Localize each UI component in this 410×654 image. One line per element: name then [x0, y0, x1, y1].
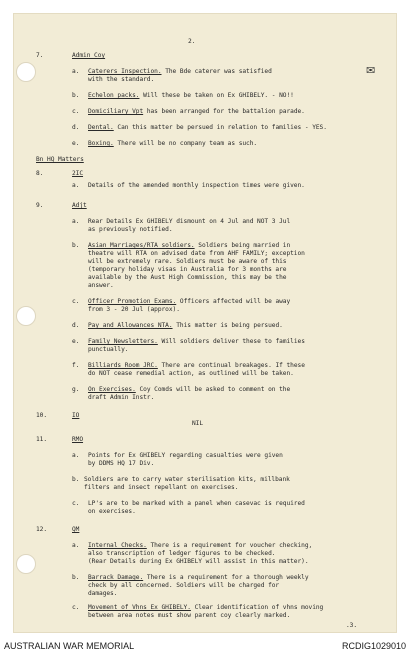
item-letter: a.	[72, 68, 80, 75]
item-text: draft Admin Instr.	[88, 394, 155, 401]
next-page-marker: .3.	[346, 622, 358, 629]
item-letter: d.	[72, 322, 80, 329]
punch-hole	[16, 62, 36, 82]
item-text: check by all concerned. Soldiers will be charged for	[88, 582, 280, 589]
item-text: Points for Ex GHIBELY regarding casualties were given	[88, 452, 283, 459]
item-text: Officer Promotion Exams. Officers affected will be away	[88, 298, 291, 305]
punch-hole	[16, 554, 36, 574]
item-text: punctually.	[88, 346, 129, 353]
item-text: theatre will RTA on advised date from AHF FAMILY; exception	[88, 250, 305, 257]
item-text: as previously notified.	[88, 226, 173, 233]
item-text: Soldiers are to carry water sterilisation kits, millbank	[84, 476, 290, 483]
item-text: Caterers Inspection. The Bde caterer was satisfied	[88, 68, 272, 75]
section-heading: 2IC	[72, 170, 84, 177]
item-text: Boxing. There will be no company team as such.	[88, 140, 258, 147]
item-text: by DDMS HQ 17 Div.	[88, 460, 155, 467]
item-text: also transcription of ledger figures to be checked.	[88, 550, 276, 557]
item-text: damages.	[88, 590, 118, 597]
section-number: 8.	[36, 170, 44, 177]
section-heading: Adjt	[72, 202, 87, 209]
archive-footer	[0, 638, 410, 654]
item-letter: b.	[72, 476, 80, 483]
section-heading: QM	[72, 526, 80, 533]
section-number: 7.	[36, 52, 44, 59]
item-text: answer.	[88, 282, 114, 289]
item-text: Family Newsletters. Will soldiers deliver these to families	[88, 338, 305, 345]
item-text: Movement of Vhns Ex GHIBELY. Clear identification of vhns moving	[88, 604, 324, 611]
item-text: with the standard.	[88, 76, 155, 83]
item-text: Billiards Room JRC. There are continual breakages. If these	[88, 362, 305, 369]
item-text: filters and insect repellant on exercises.	[84, 484, 239, 491]
item-letter: f.	[72, 362, 80, 369]
section-heading: IO	[72, 412, 80, 419]
section-number: 11.	[36, 436, 48, 443]
punch-hole	[16, 306, 36, 326]
group-heading: Bn HQ Matters	[36, 156, 84, 163]
item-letter: c.	[72, 108, 80, 115]
section-number: 12.	[36, 526, 48, 533]
item-text: Pay and Allowances NTA. This matter is being persued.	[88, 322, 283, 329]
item-letter: c.	[72, 604, 80, 611]
item-text: Rear Details Ex GHIBELY dismount on 4 Jul and NOT 3 Jul	[88, 218, 291, 225]
item-letter: a.	[72, 452, 80, 459]
item-letter: b.	[72, 574, 80, 581]
item-letter: a.	[72, 218, 80, 225]
item-text: Dental. Can this matter be persued in relation to families - YES.	[88, 124, 327, 131]
item-text: (temporary holiday visas in Australia for 3 months are	[88, 266, 287, 273]
item-text: Internal Checks. There is a requirement for voucher checking,	[88, 542, 313, 549]
item-text: (Rear Details during Ex GHIBELY will assist in this matter).	[88, 558, 309, 565]
item-letter: b.	[72, 242, 80, 249]
item-text: do NOT cease remedial action, as outlined will be taken.	[88, 370, 294, 377]
item-text: Barrack Damage. There is a requirement for a thorough weekly	[88, 574, 309, 581]
item-text: On Exercises. Coy Comds will be asked to comment on the	[88, 386, 291, 393]
item-letter: a.	[72, 542, 80, 549]
item-letter: e.	[72, 140, 80, 147]
footer-id: RCDIG1029010	[341, 641, 406, 651]
page-number: 2.	[188, 38, 196, 45]
item-text: on exercises.	[88, 508, 136, 515]
nil-text: NIL	[192, 420, 204, 427]
section-number: 9.	[36, 202, 44, 209]
item-letter: d.	[72, 124, 80, 131]
item-text: will be extremely rare. Soldiers must be aware of this	[88, 258, 287, 265]
item-text: Domiciliary Vpt has been arranged for the battalion parade.	[88, 108, 305, 115]
section-heading: RMO	[72, 436, 84, 443]
item-text: from 3 - 20 Jul (approx).	[88, 306, 180, 313]
item-letter: b.	[72, 92, 80, 99]
item-text: between area notes must show parent coy clearly marked.	[88, 612, 291, 619]
item-letter: c.	[72, 298, 80, 305]
footer-source: AUSTRALIAN WAR MEMORIAL	[4, 641, 135, 651]
section-heading: Admin Coy	[72, 52, 106, 59]
item-letter: c.	[72, 500, 80, 507]
item-text: LP's are to be marked with a panel when casevac is required	[88, 500, 305, 507]
item-text: available by the Aust High Commission, this may be the	[88, 274, 287, 281]
ink-mark: ✉	[366, 65, 376, 77]
item-text: Details of the amended monthly inspection times were given.	[88, 182, 305, 189]
item-letter: a.	[72, 182, 80, 189]
item-letter: e.	[72, 338, 80, 345]
item-text: Echelon packs. Will these be taken on Ex GHIBELY. - NO!!	[88, 92, 294, 99]
section-number: 10.	[36, 412, 48, 419]
item-letter: g.	[72, 386, 80, 393]
item-text: Asian Marriages/RTA soldiers. Soldiers being married in	[88, 242, 291, 249]
